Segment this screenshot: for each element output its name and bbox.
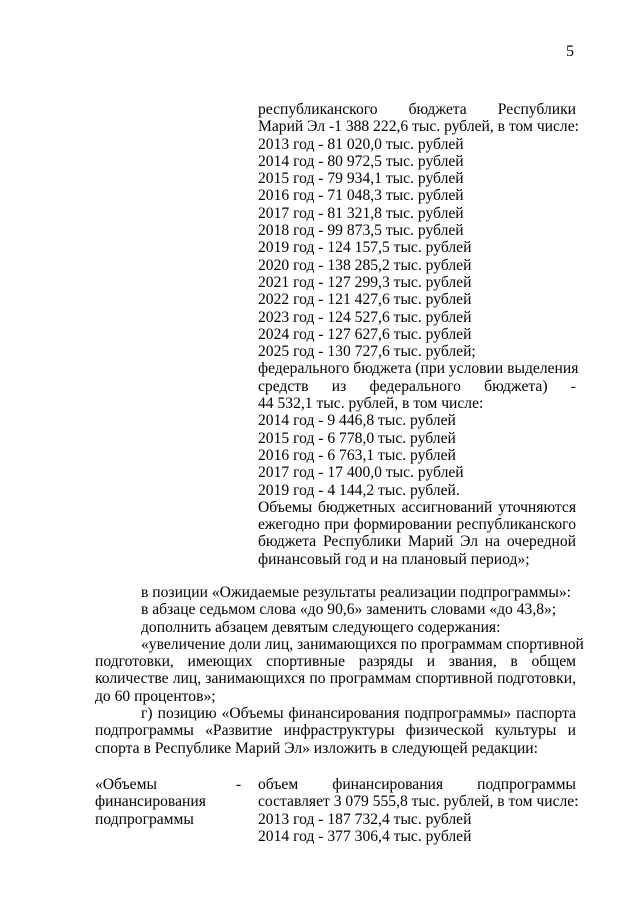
table-value-line: 2013 год - 187 732,4 тыс. рублей	[258, 810, 472, 828]
table-value-line: объем финансирования подпрограммы	[258, 776, 576, 793]
paragraph-line: спорта в Республике Марий Эл» изложить в следующей редакции:	[95, 739, 538, 757]
text-line: 2021 год - 127 299,3 тыс. рублей	[258, 273, 472, 291]
text-line: 2016 год - 6 763,1 тыс. рублей	[258, 446, 456, 464]
text-line: Марий Эл -1 388 222,6 тыс. рублей, в том числе:	[258, 118, 579, 136]
text-line: 2017 год - 81 321,8 тыс. рублей	[258, 204, 464, 222]
text-line: Объемы бюджетных ассигнований уточняются	[258, 498, 576, 516]
text-line: ежегодно при формировании республиканского	[258, 516, 576, 534]
text-line: 2020 год - 138 285,2 тыс. рублей	[258, 256, 472, 274]
text-line: 44 532,1 тыс. рублей, в том числе:	[258, 395, 484, 413]
table-dash: -	[236, 776, 242, 793]
text-line: 2013 год - 81 020,0 тыс. рублей	[258, 135, 464, 153]
text-line: 2015 год - 6 778,0 тыс. рублей	[258, 429, 456, 447]
text-line: 2025 год - 130 727,6 тыс. рублей;	[258, 343, 476, 361]
body-text	[95, 584, 584, 757]
paragraph-line: подготовки, имеющих спортивные разряды и звания, в общем	[95, 653, 576, 671]
paragraph: в абзаце седьмом слова «до 90,6» заменить словами «до 43,8»;	[141, 601, 557, 619]
text-line: финансовый год и на плановый период»;	[258, 550, 530, 568]
funding-block-top	[258, 101, 579, 568]
text-line: 2014 год - 80 972,5 тыс. рублей	[258, 152, 464, 170]
paragraph-line: «увеличение доли лиц, занимающихся по программам спортивной	[141, 635, 584, 653]
table-label-line: подпрограммы	[95, 810, 194, 828]
text-line: 2016 год - 71 048,3 тыс. рублей	[258, 187, 464, 205]
table-value-line: 2014 год - 377 306,4 тыс. рублей	[258, 827, 472, 845]
text-line: 2017 год - 17 400,0 тыс. рублей	[258, 464, 464, 482]
text-line: 2018 год - 99 873,5 тыс. рублей	[258, 222, 464, 240]
text-line: 2015 год - 79 934,1 тыс. рублей	[258, 170, 464, 188]
paragraph: дополнить абзацем девятым следующего содержания:	[141, 618, 501, 636]
text-line: 2022 год - 121 427,6 тыс. рублей	[258, 291, 472, 309]
text-line: 2023 год - 124 527,6 тыс. рублей	[258, 308, 472, 326]
table-value-line: составляет 3 079 555,8 тыс. рублей, в том числе:	[258, 793, 579, 811]
table-label-line: финансирования	[95, 793, 206, 811]
text-line: бюджета Республики Марий Эл на очередной	[258, 533, 576, 551]
page-number: 5	[566, 43, 574, 60]
text-line: средств из федерального бюджета) -	[258, 377, 576, 395]
paragraph-line: г) позицию «Объемы финансирования подпрограммы» паспорта	[141, 705, 576, 723]
text-line: 2019 год - 124 157,5 тыс. рублей	[258, 239, 472, 257]
text-line: республиканского бюджета Республики	[258, 101, 576, 118]
paragraph-line: до 60 процентов»;	[95, 687, 216, 705]
text-line: 2019 год - 4 144,2 тыс. рублей.	[258, 481, 460, 499]
text-line: 2014 год - 9 446,8 тыс. рублей	[258, 412, 456, 430]
paragraph-line: количестве лиц, занимающихся по программам спортивной подготовки,	[95, 670, 576, 688]
paragraph: в позиции «Ожидаемые результаты реализации подпрограммы»:	[141, 584, 571, 601]
paragraph-line: подпрограммы «Развитие инфраструктуры физической культуры и	[95, 722, 576, 740]
table-value	[258, 776, 579, 845]
text-line: 2024 год - 127 627,6 тыс. рублей	[258, 325, 472, 343]
text-line: федерального бюджета (при условии выделения	[258, 360, 579, 378]
table-label-line: «Объемы	[95, 776, 157, 793]
